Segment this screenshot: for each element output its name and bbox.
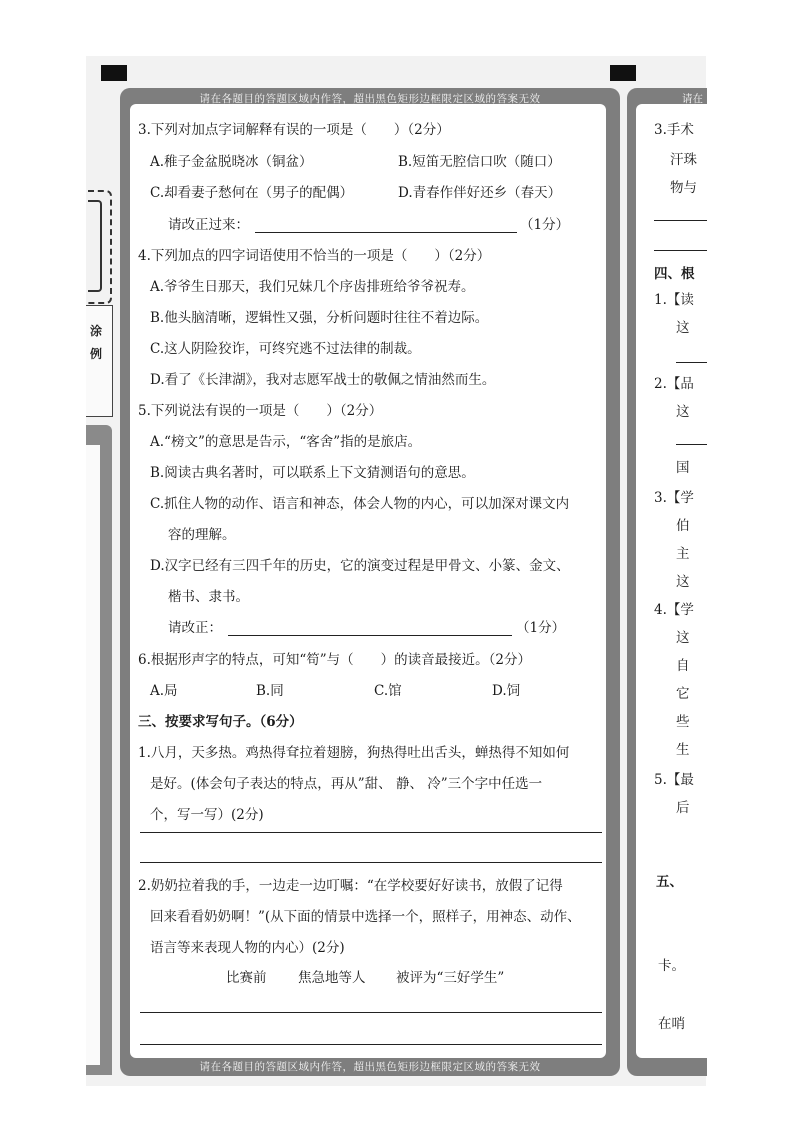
right-column-text bbox=[636, 104, 707, 1058]
s3-q2-answer-line-1[interactable] bbox=[140, 1012, 602, 1013]
left-answer-frame-inner bbox=[86, 445, 100, 1065]
q6-option-d: D.饲 bbox=[492, 683, 521, 699]
right-answer-line-2[interactable] bbox=[654, 250, 707, 251]
s3-q1-line3: 个，写一写）(2分) bbox=[150, 807, 264, 823]
q5-option-b: B.阅读古典名著时，可以联系上下文猜测语句的意思。 bbox=[150, 465, 475, 481]
s3-q1-answer-line-1[interactable] bbox=[140, 832, 602, 833]
right-text-r24: 在哨 bbox=[658, 1016, 685, 1032]
barcode-area-inner bbox=[88, 200, 102, 292]
scenario-3: 被评为“三好学生” bbox=[396, 970, 505, 986]
q3-option-c: C.却看妻子愁何在（男子的配偶） bbox=[150, 185, 354, 201]
right-text-r7: 2.【品 bbox=[654, 376, 694, 392]
right-text-r22: 五、 bbox=[656, 874, 683, 890]
right-text-r11: 伯 bbox=[676, 518, 690, 534]
right-text-r17: 它 bbox=[676, 686, 690, 702]
s3-q1-line2: 是好。(体会句子表达的特点，再从”甜、 静、 冷”三个字中任选一 bbox=[150, 776, 543, 792]
q4-option-b: B.他头脑清晰，逻辑性又强，分析问题时往往不着边际。 bbox=[150, 310, 489, 326]
right-text-r20: 5.【最 bbox=[654, 772, 694, 788]
s3-q2-line3: 语言等来表现人物的内心）(2分) bbox=[150, 940, 345, 956]
q5-fix-score: （1分） bbox=[516, 620, 566, 636]
q3-option-d: D.青春作伴好还乡（春天） bbox=[398, 185, 562, 201]
right-text-r21: 后 bbox=[676, 800, 690, 816]
right-text-r5: 1.【读 bbox=[654, 292, 694, 308]
q4-option-a: A.爷爷生日那天，我们兄妹几个序齿排班给爷爷祝寿。 bbox=[150, 279, 475, 295]
q5-stem: 5.下列说法有误的一项是（ ）（2分） bbox=[138, 403, 383, 419]
s3-q1-line1: 1.八月，天多热。鸡热得耷拉着翅膀，狗热得吐出舌头，蝉热得不知如何 bbox=[138, 745, 570, 761]
q5-option-d-line2: 楷书、隶书。 bbox=[168, 589, 249, 605]
right-text-r12: 主 bbox=[676, 546, 690, 562]
scenario-2: 焦急地等人 bbox=[298, 970, 366, 986]
q6-option-a: A.局 bbox=[150, 683, 178, 699]
right-text-r15: 这 bbox=[676, 630, 690, 646]
right-text-r10: 3.【学 bbox=[654, 490, 694, 506]
q5-answer-line[interactable] bbox=[228, 635, 512, 636]
right-text-r9: 国 bbox=[676, 460, 690, 476]
q3-option-b: B.短笛无腔信口吹（随口） bbox=[398, 154, 561, 170]
right-text-r4: 四、根 bbox=[654, 266, 695, 282]
right-text-r8: 这 bbox=[676, 404, 690, 420]
q6-option-b: B.同 bbox=[256, 683, 284, 699]
s3-q2-answer-line-2[interactable] bbox=[140, 1044, 602, 1045]
right-text-r6: 这 bbox=[676, 320, 690, 336]
right-notice: 请在 bbox=[682, 93, 703, 105]
q3-stem: 3.下列对加点字词解释有误的一项是（ ）（2分） bbox=[138, 122, 450, 138]
q3-answer-line[interactable] bbox=[255, 232, 517, 233]
right-text-r1: 3.手术 bbox=[654, 122, 694, 138]
q5-fix-label: 请改正： bbox=[168, 620, 222, 636]
answer-area-notice-bottom: 请在各题目的答题区域内作答，超出黑色矩形边框限定区域的答案无效 bbox=[199, 1061, 541, 1073]
right-text-r14: 4.【学 bbox=[654, 602, 694, 618]
answer-area-notice-top: 请在各题目的答题区域内作答，超出黑色矩形边框限定区域的答案无效 bbox=[199, 93, 541, 105]
q4-option-c: C.这人阴险狡诈，可终究逃不过法律的制裁。 bbox=[150, 341, 421, 357]
fill-example-char-1: 涂 bbox=[90, 324, 103, 338]
q6-option-c: C.馆 bbox=[374, 683, 402, 699]
q3-fix-label: 请改正过来： bbox=[168, 217, 249, 233]
right-text-r3: 物与 bbox=[670, 180, 697, 196]
s3-q2-line2: 回来看看奶奶啊！”(从下面的情景中选择一个，照样子，用神态、动作、 bbox=[150, 909, 581, 925]
right-answer-line-4[interactable] bbox=[676, 444, 707, 445]
q4-stem: 4.下列加点的四字词语使用不恰当的一项是（ ）（2分） bbox=[138, 248, 491, 264]
q5-option-a: A.“榜文”的意思是告示，“客舍”指的是旅店。 bbox=[150, 434, 422, 450]
q3-option-a: A.稚子金盆脱晓冰（铜盆） bbox=[150, 154, 313, 170]
right-text-r16: 自 bbox=[676, 658, 690, 674]
q3-fix-score: （1分） bbox=[520, 217, 570, 233]
q6-stem: 6.根据形声字的特点，可知“笱”与（ ）的读音最接近。（2分） bbox=[138, 652, 532, 668]
s3-q2-line1: 2.奶奶拉着我的手，一边走一边叮嘱：“在学校要好好读书，放假了记得 bbox=[138, 878, 563, 894]
right-text-r2: 汗珠 bbox=[670, 152, 697, 168]
right-text-r13: 这 bbox=[676, 574, 690, 590]
q5-option-d-line1: D.汉字已经有三四千年的历史，它的演变过程是甲骨文、小篆、金文、 bbox=[150, 558, 570, 574]
q4-option-d: D.看了《长津湖》，我对志愿军战士的敬佩之情油然而生。 bbox=[150, 372, 496, 388]
q5-option-c-line2: 容的理解。 bbox=[168, 527, 236, 543]
section3-title: 三、按要求写句子。（6分） bbox=[138, 714, 303, 730]
right-answer-line-1[interactable] bbox=[654, 220, 707, 221]
right-text-r18: 些 bbox=[676, 714, 690, 730]
right-text-r23: 卡。 bbox=[658, 958, 685, 974]
registration-mark-left bbox=[101, 65, 127, 81]
right-answer-line-3[interactable] bbox=[676, 362, 707, 363]
right-text-r19: 生 bbox=[676, 742, 690, 758]
q5-option-c-line1: C.抓住人物的动作、语言和神态，体会人物的内心，可以加深对课文内 bbox=[150, 496, 570, 512]
s3-q1-answer-line-2[interactable] bbox=[140, 862, 602, 863]
registration-mark-right bbox=[610, 65, 636, 81]
scenario-1: 比赛前 bbox=[226, 970, 267, 986]
fill-example-char-2: 例 bbox=[90, 347, 103, 361]
